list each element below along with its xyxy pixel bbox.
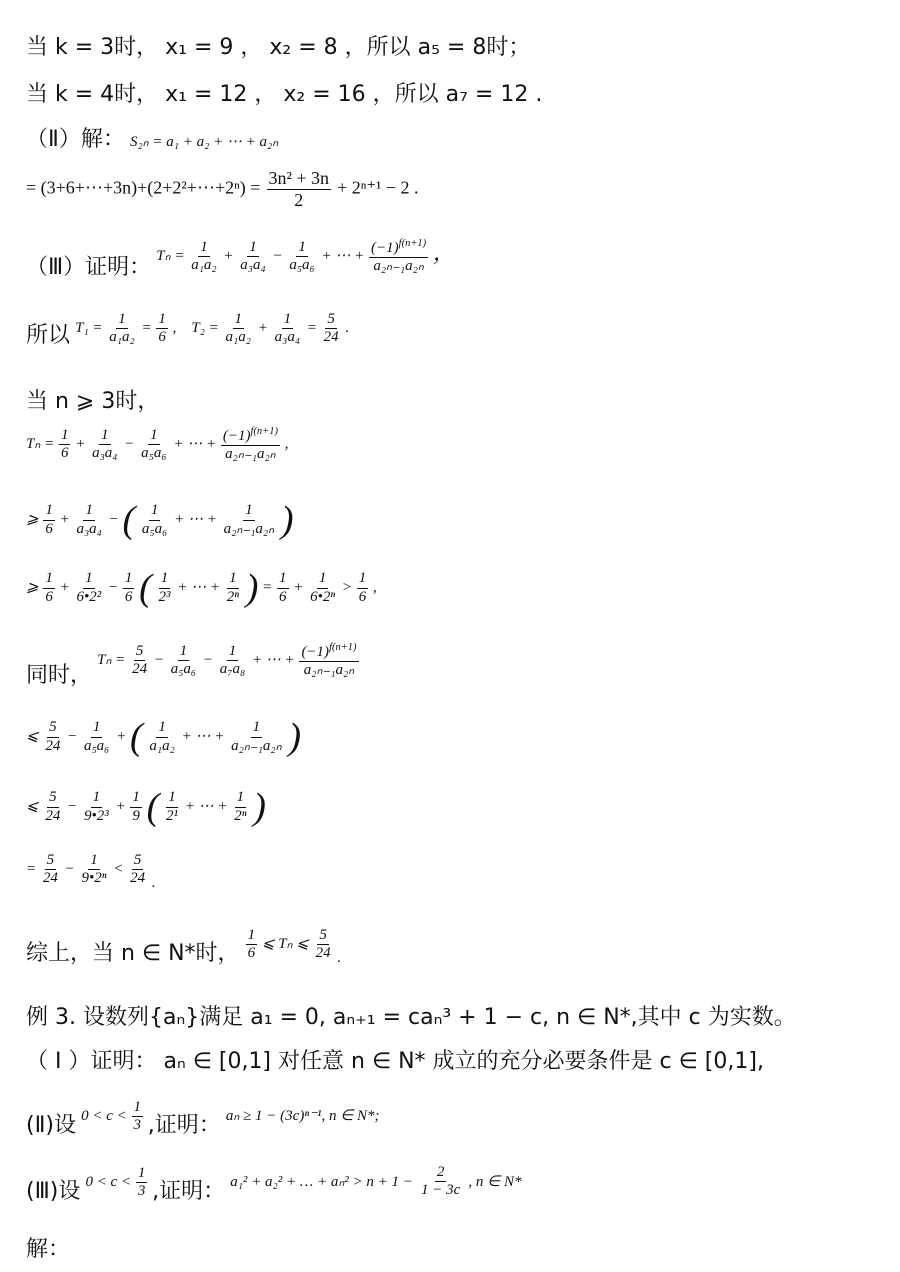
- example-3-part-3-mid: ,证明：: [152, 1179, 226, 1204]
- example-3-part-1-text: （ Ⅰ ）证明： aₙ ∈ [0,1] 对任意 n ∈ N* 成立的充分必要条件是 c ∈ [0,1],: [26, 1049, 764, 1074]
- lower-bound-step-2: ⩾ $\frac{1}{6}$ + $\frac{1}{\text{6•2²}}$ − $\frac{1}{6}$ ( $\frac{1}{\text{2³}}$ + ⋯ + $\frac{1}{\text{2ⁿ}}$ ) = $\frac{1}{6}$ + $\frac{1}{\text{6•2ⁿ}}$ > $\frac{1}{6}$ ,: [26, 567, 377, 609]
- line-2-text: 当 k = 4时， x₁ = 12 ， x₂ = 16 ，所以 a₇ = 12 .: [26, 82, 543, 107]
- part-3-header: [26, 236, 455, 280]
- example-3-part-3-expr: a₁² + a₂² + … + aₙ² > n + 1 −: [230, 1174, 413, 1190]
- case-n-ge-3: [26, 384, 159, 415]
- sum-fraction: [267, 168, 332, 210]
- sum-expression: [26, 168, 419, 210]
- conclusion-expr: $\frac{1}{6}$ ⩽ Tₙ ⩽ $\frac{5}{24}$ .: [247, 926, 342, 966]
- example-3-part-2-expr: aₙ ≥ 1 − (3c)ⁿ⁻¹, n ∈ N*;: [225, 1108, 380, 1124]
- conclusion-line: [26, 924, 342, 966]
- meanwhile-label: 同时，: [26, 663, 93, 688]
- tn-expansion: Tₙ = $\frac{1}{6}$ + $\frac{1}{\text{a₃a₄}}$ − $\frac{1}{\text{a₅a₆}}$ + ⋯ + $\frac{(-1)^{f(n+1)}}{\text{a₂ₙ₋₁a₂ₙ}}$ ,: [26, 426, 289, 463]
- case-n-ge-3-text: 当 n ⩾ 3时，: [26, 389, 160, 414]
- upper-bound-step-3: = $\frac{5}{24}$ − $\frac{1}{\text{9•2ⁿ}}$ < $\frac{5}{24}$ .: [26, 852, 156, 892]
- example-3-part-3-cond: 0 < c < $\frac{1}{3}$: [85, 1164, 146, 1200]
- example-3-part-2-label: (Ⅱ)设: [26, 1113, 76, 1138]
- part-2-label: （Ⅱ）解：: [26, 127, 125, 152]
- part-2-header: [26, 122, 278, 153]
- text-line-2: [26, 77, 542, 108]
- sum-expression-tail: + 2ⁿ⁺¹ − 2 .: [337, 177, 419, 198]
- text-line-1: [26, 30, 530, 61]
- upper-bound-start: [26, 640, 360, 688]
- sum-fraction-den: 2: [294, 189, 304, 210]
- example-3-statement: [26, 1000, 796, 1031]
- part-3-label: （Ⅲ）证明：: [26, 255, 152, 280]
- upper-bound-expr: Tₙ = $\frac{5}{24}$ − $\frac{1}{\text{a₅a₆}}$ − $\frac{1}{\text{a₇a₈}}$ + ⋯ + $\frac{(-1)^{f(n+1)}}{\text{a₂ₙ₋₁a₂ₙ}}$: [97, 641, 357, 679]
- t1-t2-values: T₁ = $\frac{1}{\text{a₁a₂}}$ = $\frac{1}{6}$ , T₂ = $\frac{1}{\text{a₁a₂}}$ + $\frac{1}{\text{a₃a₄}}$ = $\frac{5}{24}$ .: [75, 310, 350, 346]
- t1-t2-line: [26, 308, 349, 346]
- example-3-part-3: [26, 1162, 522, 1204]
- tn-definition: Tₙ = $\frac{1}{\text{a₁a₂}}$ + $\frac{1}{\text{a₃a₄}}$ − $\frac{1}{\text{a₅a₆}}$ + ⋯ + $\frac{(-1)^{f(n+1)}}{\text{a₂ₙ₋₁a₂ₙ}}$ ，: [156, 237, 455, 275]
- example-3-part-3-frac: $\frac{2}{1 - 3c}$: [421, 1163, 461, 1198]
- part-2-expr: S₂ₙ = a₁ + a₂ + ⋯ + a₂ₙ: [129, 134, 279, 150]
- example-3-text: 例 3. 设数列{aₙ}满足 a₁ = 0, aₙ₊₁ = caₙ³ + 1 − c, n ∈ N*,其中 c 为实数。: [26, 1005, 796, 1030]
- conclusion-label: 综上，当 n ∈ N*时，: [26, 941, 240, 966]
- sum-expression-left: = (3+6+⋯+3n)+(2+2²+⋯+2ⁿ) =: [26, 177, 261, 198]
- example-3-part-1: [26, 1044, 764, 1075]
- lower-bound-step-1: ⩾ $\frac{1}{6}$ + $\frac{1}{\text{a₃a₄}}$ − ( $\frac{1}{\text{a₅a₆}}$ + ⋯ + $\frac{1}{\text{a₂ₙ₋₁a₂ₙ}}$ ): [26, 499, 294, 541]
- solution-label-text: 解：: [26, 1237, 71, 1262]
- solution-label: [26, 1232, 70, 1263]
- line-1-text: 当 k = 3时， x₁ = 9 ， x₂ = 8 ，所以 a₅ = 8时；: [26, 35, 531, 60]
- example-3-part-2-cond: 0 < c < $\frac{1}{3}$: [81, 1098, 141, 1134]
- upper-bound-step-2: ⩽ $\frac{5}{24}$ − $\frac{1}{\text{9•2³}}$ + $\frac{1}{9}$ ( $\frac{1}{\text{2¹}}$ + ⋯ + $\frac{1}{\text{2ⁿ}}$ ): [26, 786, 266, 828]
- sum-fraction-num: 3n² + 3n: [268, 168, 330, 188]
- upper-bound-step-1: ⩽ $\frac{5}{24}$ − $\frac{1}{\text{a₅a₆}}$ + ( $\frac{1}{\text{a₁a₂}}$ + ⋯ + $\frac{1}{\text{a₂ₙ₋₁a₂ₙ}}$ ): [26, 716, 302, 758]
- therefore-label: 所以: [26, 323, 71, 348]
- example-3-part-2-mid: ,证明：: [147, 1113, 221, 1138]
- example-3-part-3-label: (Ⅲ)设: [26, 1179, 81, 1204]
- example-3-part-3-tail: , n ∈ N*: [468, 1174, 522, 1190]
- example-3-part-2: [26, 1096, 380, 1138]
